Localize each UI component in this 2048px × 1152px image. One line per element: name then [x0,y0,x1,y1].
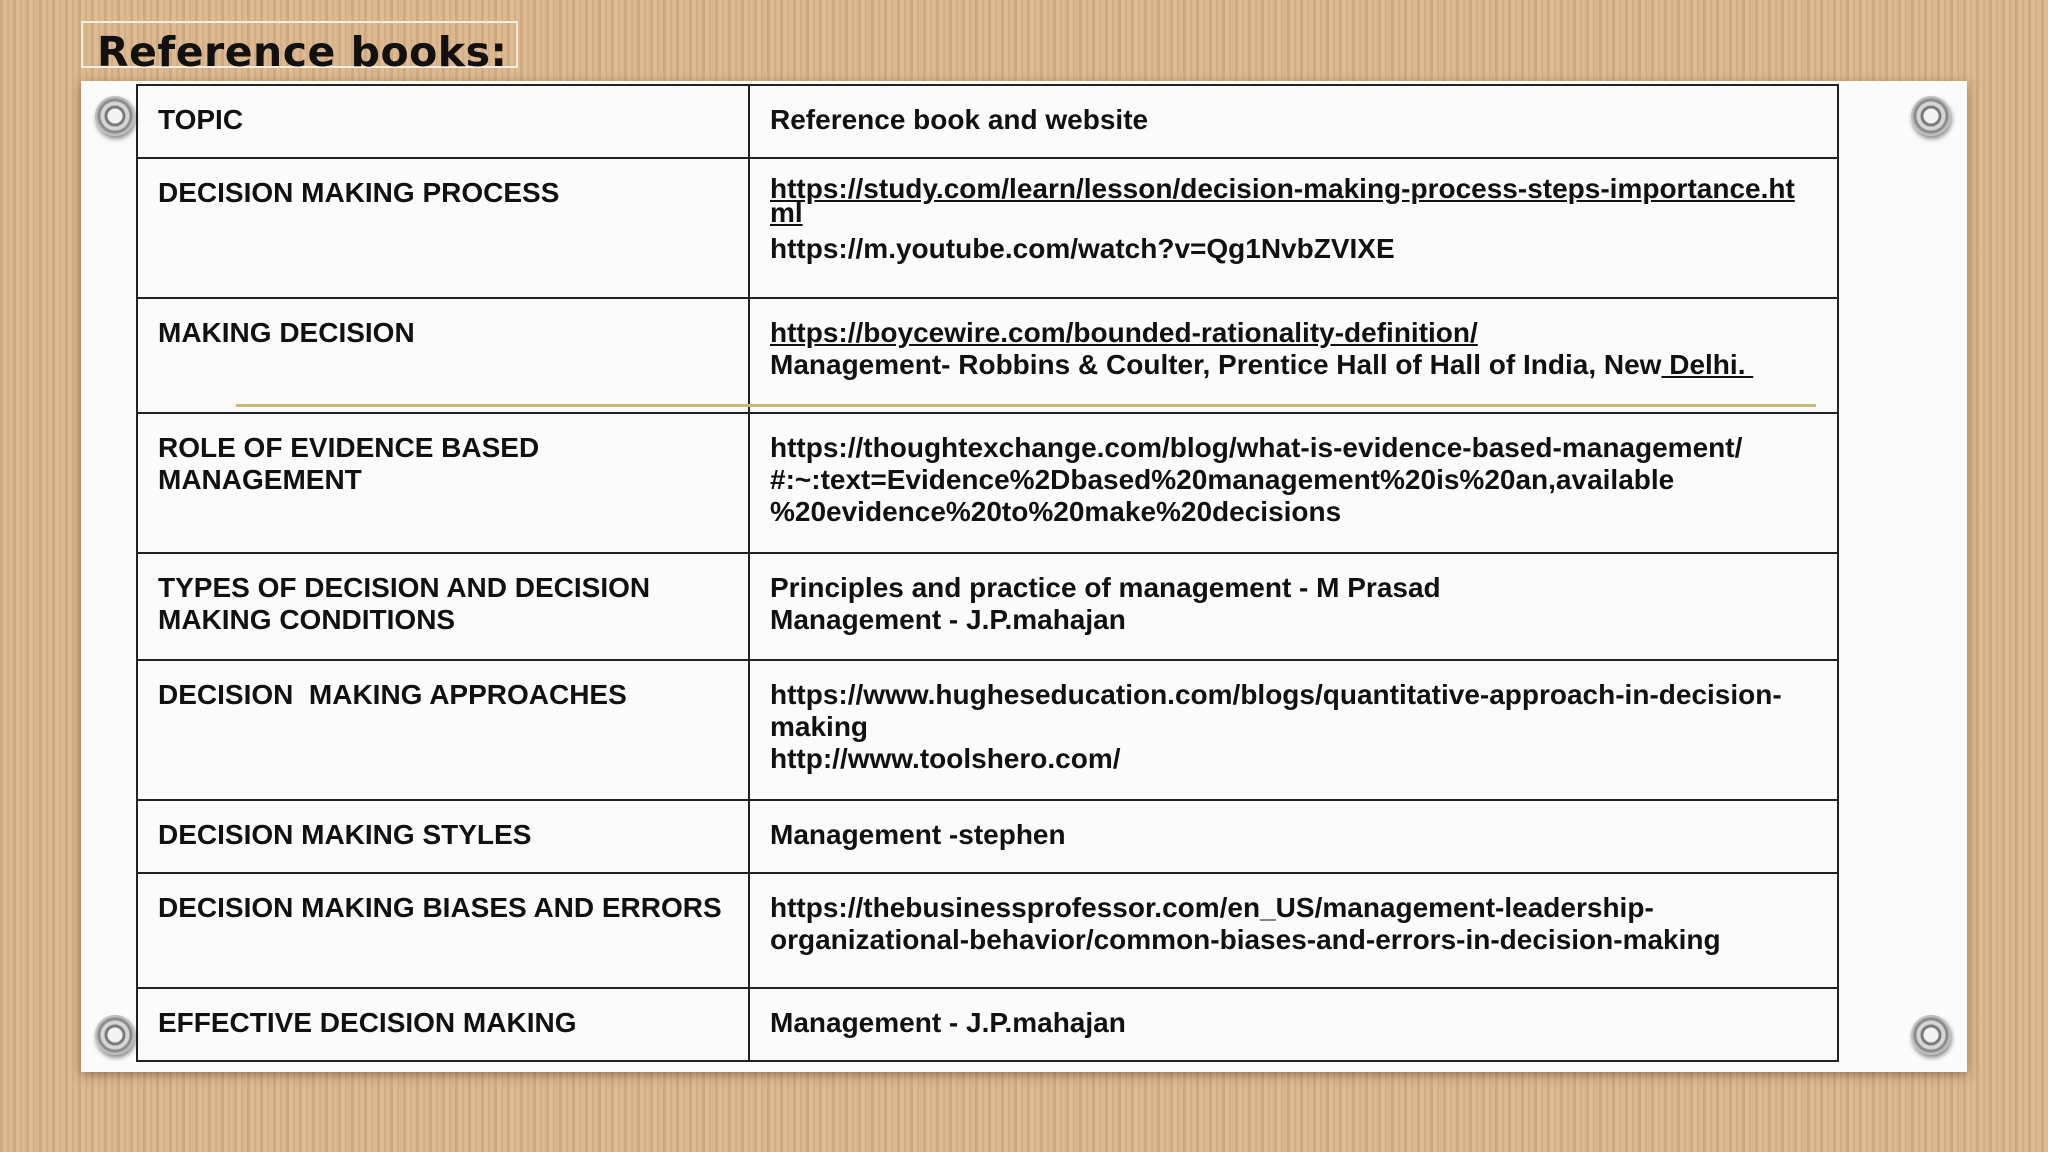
header-topic: TOPIC [137,85,749,158]
gold-divider-line [236,404,1816,407]
reference-cell [749,158,1838,298]
table-row [137,553,1838,660]
reference-cell [749,553,1838,660]
header-reference: Reference book and website [749,85,1838,158]
reference-cell [749,800,1838,873]
reference-text-underlined: Delhi. [1661,349,1754,380]
reference-cell [749,660,1838,800]
topic-cell: EFFECTIVE DECISION MAKING [137,988,749,1061]
topic-cell: DECISION MAKING BIASES AND ERRORS [137,873,749,988]
reference-table [136,84,1839,1062]
topic-cell: ROLE OF EVIDENCE BASED MANAGEMENT [137,413,749,553]
table-row [137,873,1838,988]
topic-cell: DECISION MAKING PROCESS [137,158,749,298]
table-row [137,988,1838,1061]
reference-cell [749,413,1838,553]
reference-text: #:~:text=Evidence%2Dbased%20management%20is%20an,available [770,464,1675,495]
pin-top-left-icon [95,96,135,136]
pin-bottom-right-icon [1911,1015,1951,1055]
table-header-row [137,85,1838,158]
table-row [137,413,1838,553]
table-row [137,800,1838,873]
reference-text: https://thoughtexchange.com/blog/what-is-evidence-based-management/ [770,432,1743,463]
reference-text: organizational-behavior/common-biases-and-errors-in-decision-making [770,924,1721,955]
topic-cell: TYPES OF DECISION AND DECISION MAKING CONDITIONS [137,553,749,660]
reference-text: Management - J.P.mahajan [770,1007,1126,1038]
reference-link-continued[interactable]: ml [770,197,803,228]
topic-cell: MAKING DECISION [137,298,749,413]
reference-text-main: Management- Robbins & Coulter, Prentice Hall of Hall of India, New [770,349,1662,380]
reference-link[interactable]: https://boycewire.com/bounded-rationality-definition/ [770,317,1478,348]
reference-link[interactable]: https://study.com/learn/lesson/decision-making-process-steps-importance.ht [770,173,1795,204]
topic-cell: DECISION MAKING APPROACHES [137,660,749,800]
pin-top-right-icon [1911,96,1951,136]
reference-text: Management -stephen [770,819,1066,850]
pin-bottom-left-icon [95,1015,135,1055]
reference-cell [749,988,1838,1061]
reference-text: https://www.hugheseducation.com/blogs/quantitative-approach-in-decision- [770,679,1782,710]
reference-text: %20evidence%20to%20make%20decisions [770,496,1342,527]
reference-cell [749,873,1838,988]
reference-text: https://m.youtube.com/watch?v=Qg1NvbZVIXE [770,233,1395,264]
reference-text: http://www.toolshero.com/ [770,743,1121,774]
reference-text: making [770,711,869,742]
reference-cell [749,298,1838,413]
topic-cell: DECISION MAKING STYLES [137,800,749,873]
page-title: Reference books: [97,28,508,76]
reference-text [770,349,1817,381]
reference-text: Principles and practice of management - M Prasad [770,572,1441,603]
reference-text: Management - J.P.mahajan [770,604,1126,635]
table-row [137,158,1838,298]
table-row [137,298,1838,413]
reference-text: https://thebusinessprofessor.com/en_US/management-leadership- [770,892,1654,923]
table-row [137,660,1838,800]
